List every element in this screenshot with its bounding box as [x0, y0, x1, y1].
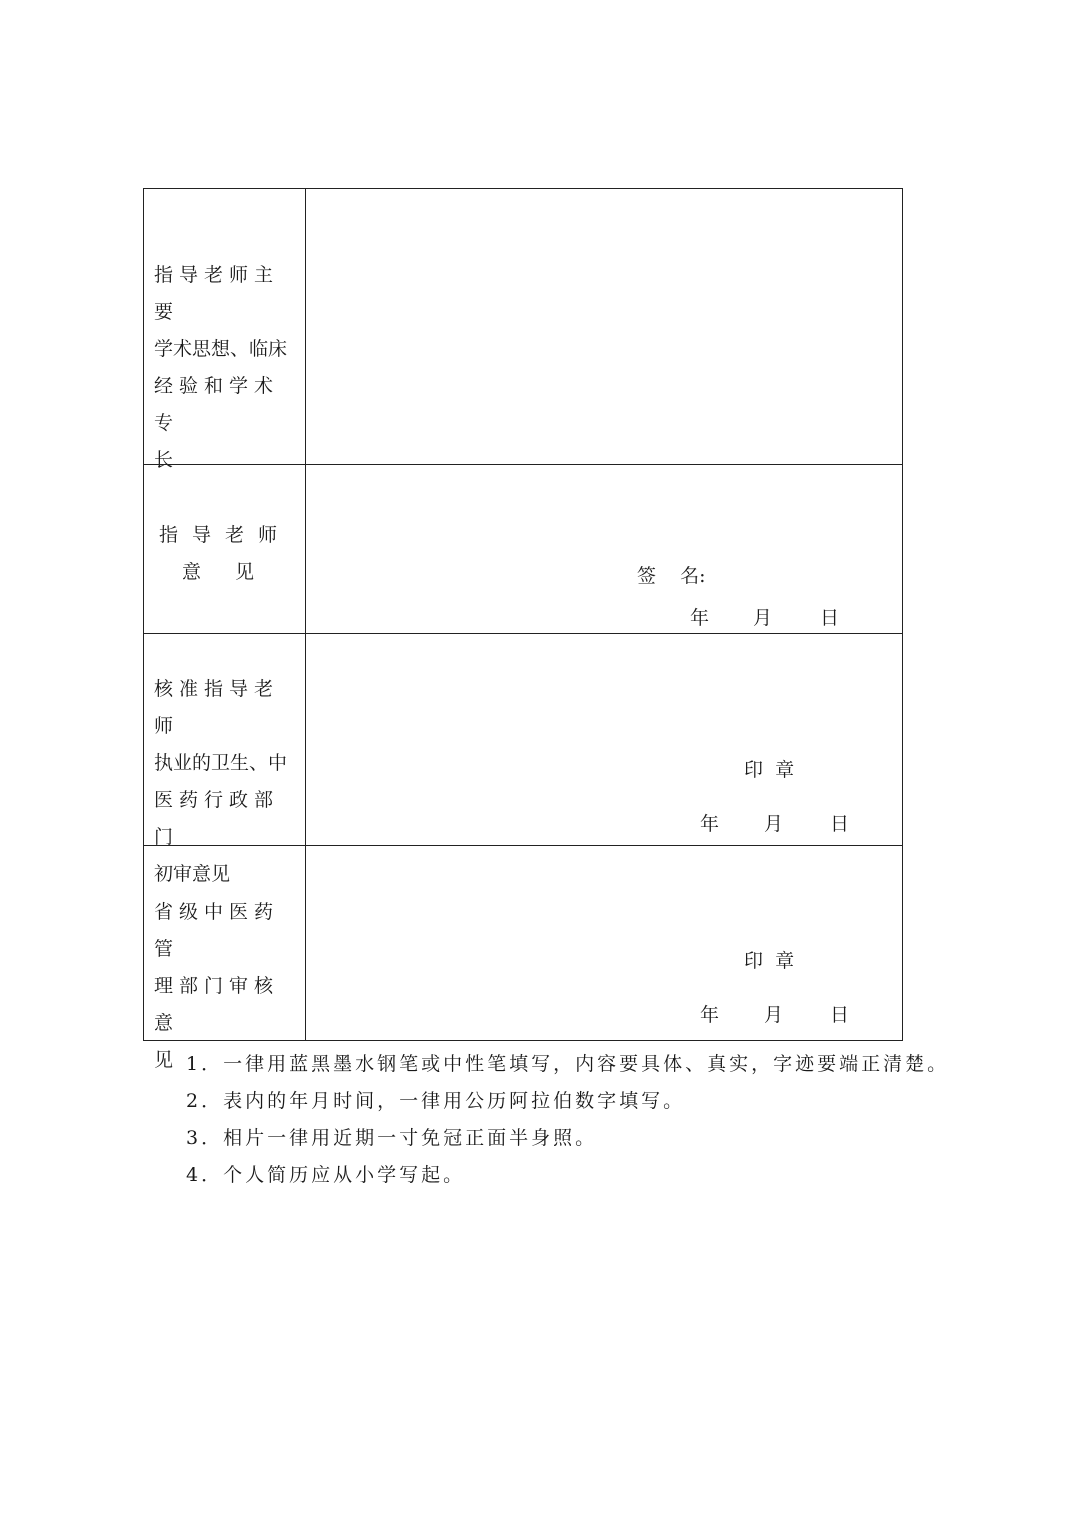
label-line: 学术思想、临床	[154, 338, 288, 360]
label-line: 指导老师	[158, 524, 291, 546]
label-line: 省级中医药管	[154, 901, 280, 960]
date-day: 日	[820, 607, 840, 629]
seal-label: 印 章	[744, 950, 795, 972]
label-health-dept-review	[154, 671, 300, 893]
date-month: 月	[753, 607, 773, 629]
note-item: 3．相片一律用近期一寸免冠正面半身照。	[186, 1127, 598, 1149]
signature-label: 签 名:	[637, 565, 706, 587]
label-line: 见	[154, 1049, 180, 1071]
label-line: 长	[154, 449, 180, 471]
column-divider	[305, 189, 306, 1040]
label-line: 初审意见	[154, 863, 231, 885]
label-line: 执业的卫生、中	[154, 752, 288, 774]
seal-label: 印 章	[744, 759, 795, 781]
note-item: 1．一律用蓝黑墨水钢笔或中性笔填写，内容要具体、真实，字迹要端正清楚。	[186, 1053, 950, 1075]
note-item: 4．个人简历应从小学写起。	[186, 1164, 466, 1186]
label-line: 经验和学术专	[154, 375, 280, 434]
mentor-opinion-field[interactable]	[307, 466, 902, 633]
date-year: 年	[690, 607, 710, 629]
label-line: 医药行政部门	[154, 789, 280, 848]
note-item: 2．表内的年月时间，一律用公历阿拉伯数字填写。	[186, 1090, 686, 1112]
label-line: 意 见	[181, 561, 269, 583]
label-line: 指导老师主要	[154, 264, 280, 323]
label-mentor-opinion	[150, 517, 300, 591]
label-line: 理部门审核意	[154, 975, 280, 1034]
row-divider	[144, 464, 902, 465]
notes-list	[186, 1046, 949, 1194]
row-divider	[144, 633, 902, 634]
date-year: 年	[700, 1004, 720, 1026]
row-divider	[144, 845, 902, 846]
label-academic-thought	[154, 257, 300, 479]
label-line: 核准指导老师	[154, 678, 280, 737]
date-month: 月	[764, 1004, 784, 1026]
date-year: 年	[700, 813, 720, 835]
provincial-review-field[interactable]	[307, 847, 902, 1042]
date-day: 日	[830, 813, 850, 835]
academic-thought-field[interactable]	[307, 189, 902, 464]
health-dept-review-field[interactable]	[307, 635, 902, 845]
date-month: 月	[764, 813, 784, 835]
date-day: 日	[830, 1004, 850, 1026]
